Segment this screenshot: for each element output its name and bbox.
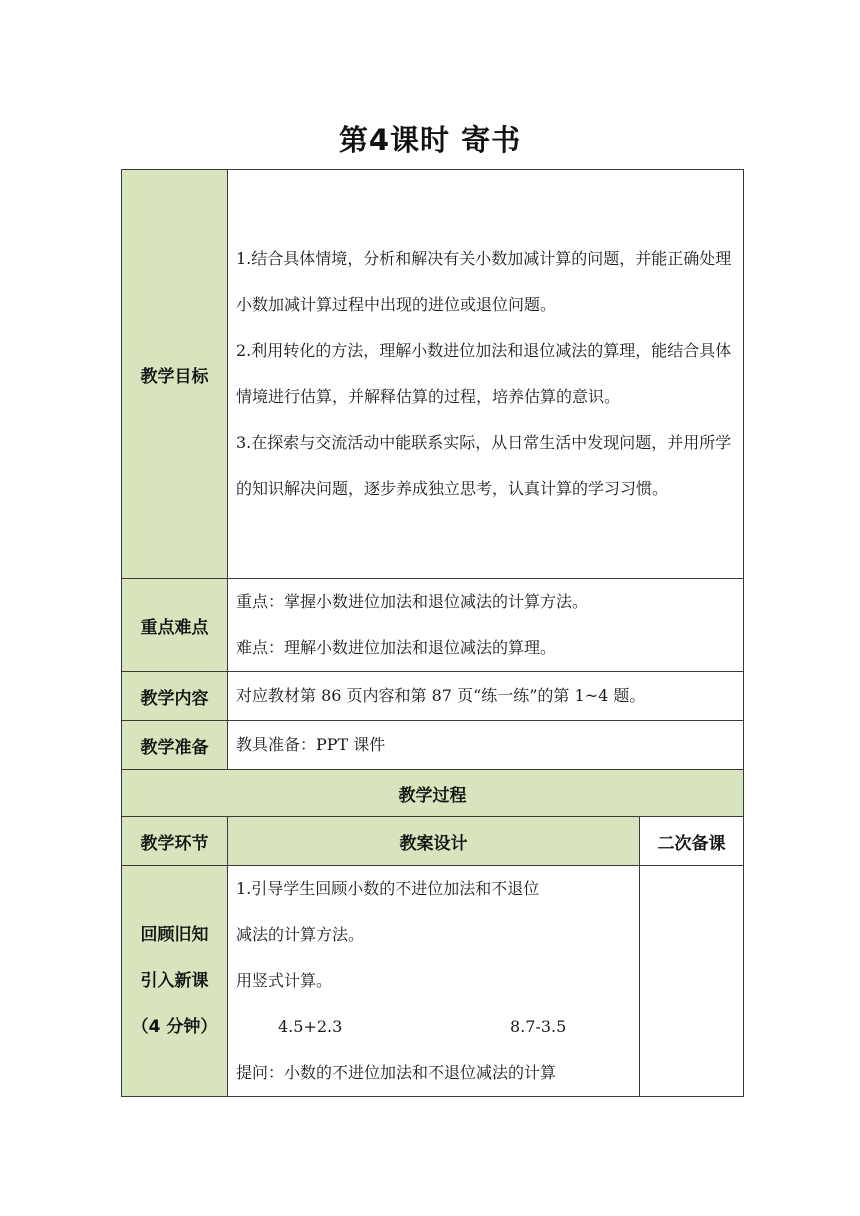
preparation-text: 教具准备：PPT 课件 [228, 721, 744, 770]
col-design-header: 教案设计 [228, 817, 640, 866]
page-title: 第4课时 寄书 [338, 123, 522, 157]
stage1-row [122, 866, 744, 1097]
stage1-label-line1: 回顾旧知 [140, 925, 209, 945]
content-label: 教学内容 [122, 672, 228, 721]
stage1-label-line3: （4 分钟） [131, 1017, 218, 1037]
stage1-line-2: 减法的计算方法。 [236, 925, 365, 944]
stage1-label [122, 866, 228, 1097]
process-title-row [122, 770, 744, 817]
process-title: 教学过程 [122, 770, 744, 817]
objective-item-2: 2.利用转化的方法，理解小数进位加法和退位减法的算理，能结合具体情境进行估算，并解释估算的过程，培养估算的意识。 [236, 341, 732, 406]
objective-item-3: 3.在探索与交流活动中能联系实际，从日常生活中发现问题，并用所学的知识解决问题，逐步养成独立思考，认真计算的学习习惯。 [236, 433, 732, 498]
stage1-calc-row [236, 1004, 633, 1050]
calc-addition: 4.5+2.3 [278, 1017, 343, 1036]
objectives-row [122, 170, 744, 579]
stage1-label-line2: 引入新课 [140, 971, 209, 991]
col-stage-header: 教学环节 [122, 817, 228, 866]
difficulty-text: 难点：理解小数进位加法和退位减法的算理。 [236, 638, 557, 657]
preparation-label: 教学准备 [122, 721, 228, 770]
stage1-line-1: 1.引导学生回顾小数的不进位加法和不退位 [236, 879, 540, 898]
objective-item-1: 1.结合具体情境，分析和解决有关小数加减计算的问题，并能正确处理小数加减计算过程中出现的进位或退位问题。 [236, 249, 732, 314]
content-row [122, 672, 744, 721]
objectives-label: 教学目标 [122, 170, 228, 579]
stage1-second-prep [640, 866, 744, 1097]
lesson-plan-table [121, 169, 744, 1097]
key-point-text: 重点：掌握小数进位加法和退位减法的计算方法。 [236, 592, 589, 611]
key-points-label: 重点难点 [122, 579, 228, 672]
content-text: 对应教材第 86 页内容和第 87 页“练一练”的第 1~4 题。 [228, 672, 744, 721]
preparation-row [122, 721, 744, 770]
objectives-content [228, 170, 744, 579]
stage1-question: 提问：小数的不进位加法和不退位减法的计算 [236, 1063, 557, 1082]
key-points-content [228, 579, 744, 672]
calc-subtraction: 8.7-3.5 [510, 1017, 567, 1036]
process-header-row [122, 817, 744, 866]
stage1-line-3: 用竖式计算。 [236, 971, 333, 990]
col-second-header: 二次备课 [640, 817, 744, 866]
stage1-design [228, 866, 640, 1097]
key-points-row [122, 579, 744, 672]
